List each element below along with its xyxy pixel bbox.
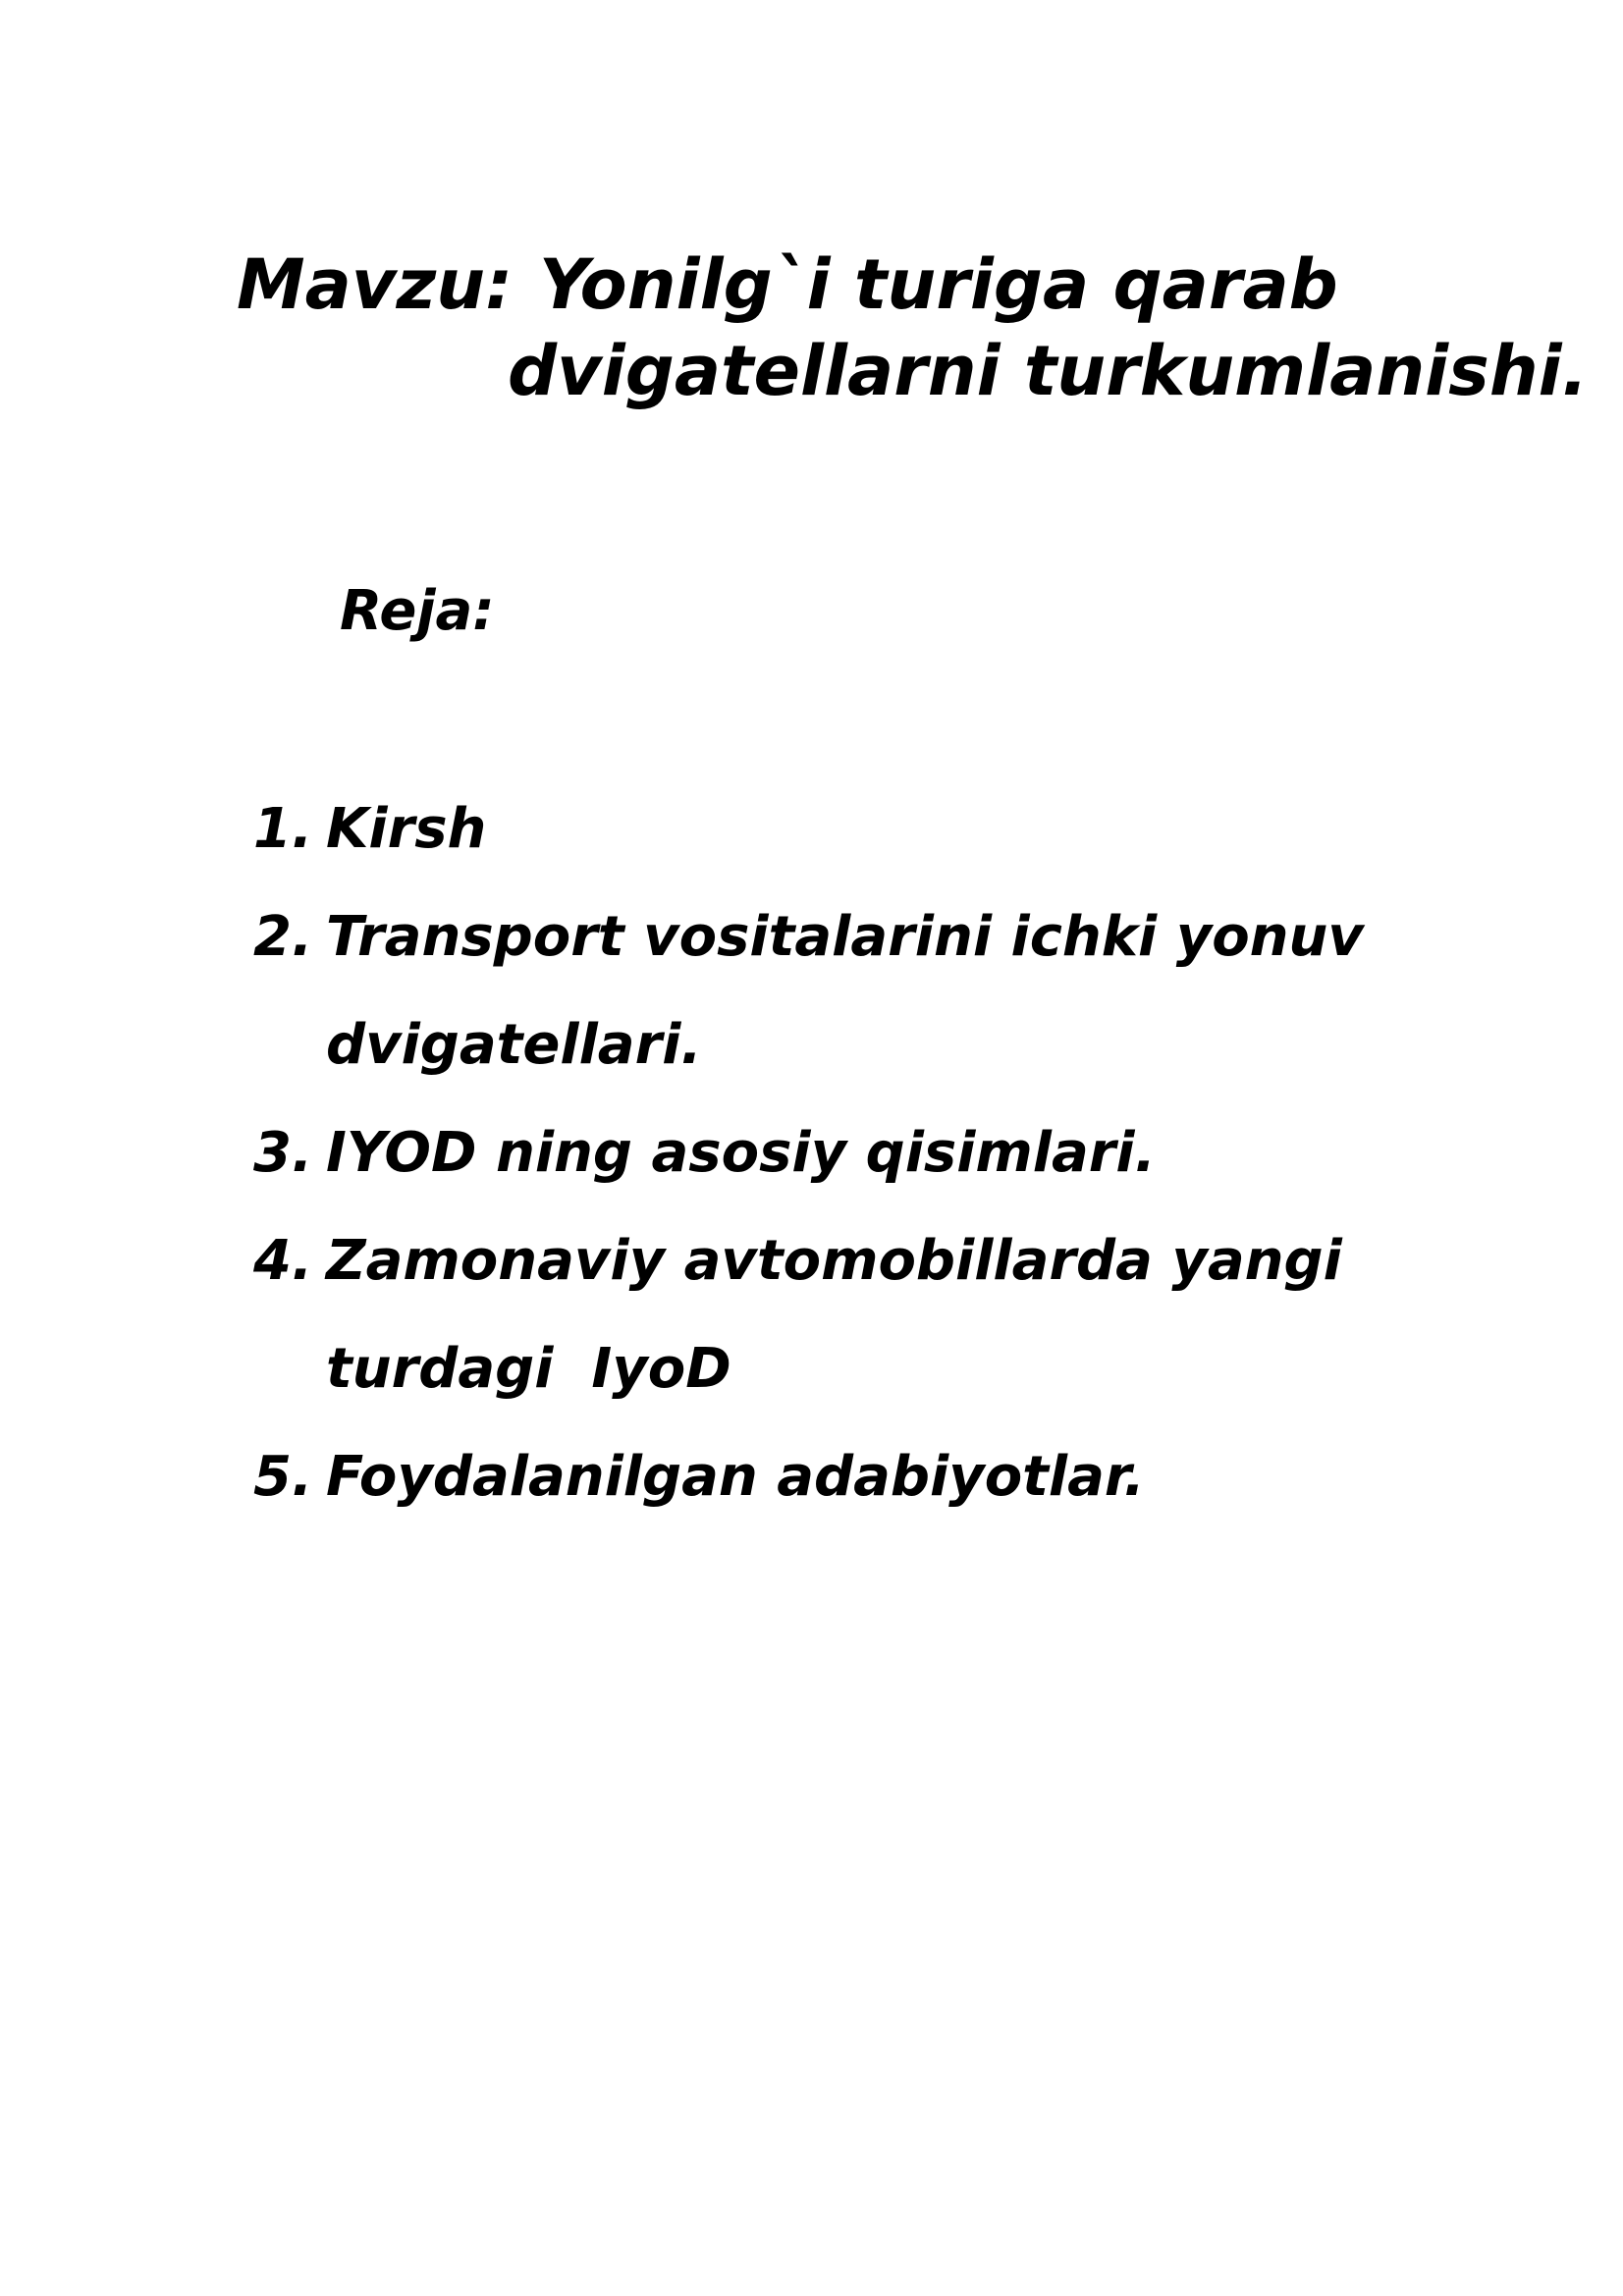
- plan-item-number: 5.: [253, 1445, 313, 1509]
- plan-item-text: Zamonaviy avtomobillarda yangi: [326, 1229, 1342, 1293]
- plan-item-continuation: turdagi IyoD: [326, 1337, 731, 1401]
- plan-item-number: 4.: [253, 1229, 313, 1293]
- plan-item-5: [253, 1423, 1364, 1531]
- title-line-2: dvigatellarni turkumlanishi.: [508, 331, 1589, 411]
- plan-item-3: [253, 1099, 1364, 1207]
- plan-item-2: [253, 883, 1364, 1099]
- plan-item-4: [253, 1207, 1364, 1423]
- plan-list: [253, 775, 1364, 1531]
- plan-item-continuation: dvigatellari.: [326, 1013, 702, 1077]
- plan-item-text: Kirsh: [326, 797, 487, 861]
- title-label: Mavzu:: [237, 244, 514, 325]
- plan-heading: Reja:: [340, 579, 495, 643]
- plan-item-text: Foydalanilgan adabiyotlar.: [326, 1445, 1145, 1509]
- plan-item-text: Transport vositalarini ichki yonuv: [326, 905, 1364, 969]
- plan-item-text: IYOD ning asosiy qisimlari.: [326, 1121, 1156, 1185]
- title-line-1: Yonilg`i turiga qarab: [539, 244, 1338, 325]
- plan-item-number: 1.: [253, 797, 313, 861]
- plan-item-1: [253, 775, 1364, 883]
- plan-item-number: 3.: [253, 1121, 313, 1185]
- plan-item-number: 2.: [253, 905, 313, 969]
